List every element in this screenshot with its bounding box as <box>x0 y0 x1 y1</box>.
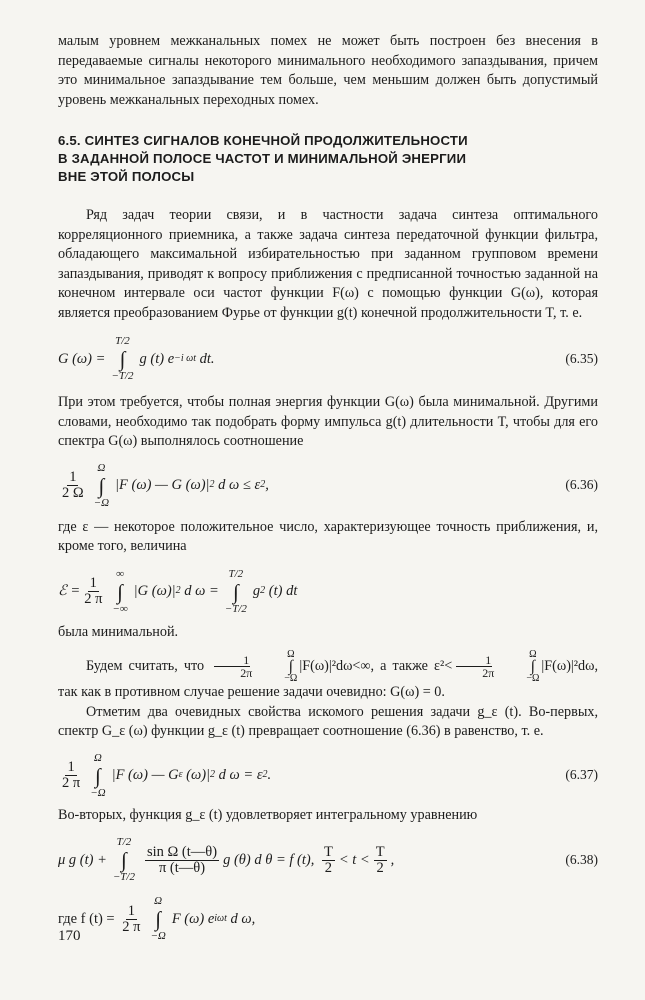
eq637-number: (6.37) <box>565 767 598 783</box>
section-title-line1: СИНТЕЗ СИГНАЛОВ КОНЕЧНОЙ ПРОДОЛЖИТЕЛЬНОСТИ <box>84 133 468 148</box>
paragraph-2: При этом требуется, чтобы полная энергия функции G(ω) была минимальной. Другими словами, необходимо так подобрать форму импульса g(t) длительности T, чтобы для его спектра G(ω) выполнялось соотношение <box>58 394 598 449</box>
eq638-number: (6.38) <box>565 851 598 867</box>
page <box>58 32 598 945</box>
equation-6-36: $\frac{1}{2 \Omega}$ Ω ∫ −Ω |F (ω) — G (ω)| 2 d ω ≤ ε 2 , (6.36) <box>62 461 598 509</box>
eq636-integral: Ω ∫ −Ω <box>93 461 110 509</box>
paragraph-3: где ε — некоторое положительное число, характеризующее точность приближения, и, кроме того, величина <box>58 518 598 554</box>
eq635-integrand: g (t) e <box>139 350 175 367</box>
paragraph-1: Ряд задач теории связи, и в частности задача синтеза оптимального корреляционного приемника, а также задача синтеза передаточной функции фильтра, обладающего максимальной избирательностью при заданном групповом времени запаздывания, приводят к вопросу приближения с предписанной точностью заданной на конечном интервале оси частот функции F(ω) с помощью функции G(ω), которая является преобразованием Фурье от функции g(t) конечной продолжительности T, т. е. <box>58 207 598 321</box>
paragraph-4: была минимальной. <box>58 623 179 640</box>
eq635-integral: T/2 ∫ −T/2 <box>111 335 134 382</box>
eq636-number: (6.36) <box>565 477 598 493</box>
paragraph-6: Отметим два очевидных свойства искомого решения задачи g_ε (t). Во-первых, спектр G_ε (ω) функции g_ε (t) превращает соотношение (6.36) в равенство, т. е. <box>58 703 598 739</box>
section-title-line2: В ЗАДАННОЙ ПОЛОСЕ ЧАСТОТ И МИНИМАЛЬНОЙ ЭНЕРГИИ <box>58 151 467 166</box>
equation-6-37: $\frac{1}{2 \pi}$ Ω ∫ −Ω |F (ω) — G ε (ω)| 2 d ω = ε 2 . (6.37) <box>62 751 598 799</box>
eq635-upper: T/2 <box>115 335 130 347</box>
section-number: 6.5. <box>58 133 81 148</box>
eq635-tail: dt. <box>199 350 215 367</box>
equation-energy: ℰ = $\frac{1}{2 \pi}$ ∞ ∫ −∞ |G (ω)| 2 d ω = T/2 ∫ −T/2 g 2 (t) dt <box>58 567 298 615</box>
section-heading <box>58 132 598 186</box>
eq635-lower: −T/2 <box>111 370 134 382</box>
paragraph-5: Будем считать, что $\frac{1}{2\pi}$ Ω ∫ −Ω |F(ω)|²dω<∞, а также ε²< $\frac{1}{2\pi}$ Ω ∫ −Ω |F(ω)|²dω, так как в противном случае решение задачи очевидно: G(ω) = 0. <box>58 649 598 700</box>
page-number: 170 <box>58 928 81 944</box>
section-title-line3: ВНЕ ЭТОЙ ПОЛОСЫ <box>58 169 195 184</box>
energy-lhs: ℰ = <box>58 583 81 600</box>
paragraph-7: Во-вторых, функция g_ε (t) удовлетворяет интегральному уравнению <box>58 806 478 823</box>
equation-6-38: μ g (t) + T/2 ∫ −T/2 $\frac{\text{sin Ω (t—θ)}}{\pi (t—\theta)}$ g (θ) d θ = f (t), $\frac{T}{2}$ < t < $\frac{T}{2}$ , (6.38) <box>58 836 598 883</box>
eq636-integrand: |F (ω) — G (ω)| <box>115 477 210 494</box>
intro-paragraph: малым уровнем межканальных помех не может быть построен без внесения в передаваемые сигналы некоторого минимального необходимого запаздывания, причем это минимальное запаздывание тем больше, чем меньшим должен быть допустимый уровень межканальных переходных помех. <box>58 33 598 108</box>
eq636-tail: d ω ≤ ε <box>218 477 261 494</box>
eq635-number: (6.35) <box>565 350 598 366</box>
eq636-frac: $\frac{1}{2 \Omega}$ <box>62 469 84 501</box>
equation-f-definition: где f (t) = $\frac{1}{2 \pi}$ Ω ∫ −Ω F (ω) e iωt d ω, <box>58 895 256 942</box>
equation-6-35 <box>58 333 598 385</box>
eq635-exp: −i ωt <box>174 352 197 364</box>
eq635-lhs: G (ω) = <box>58 350 106 367</box>
